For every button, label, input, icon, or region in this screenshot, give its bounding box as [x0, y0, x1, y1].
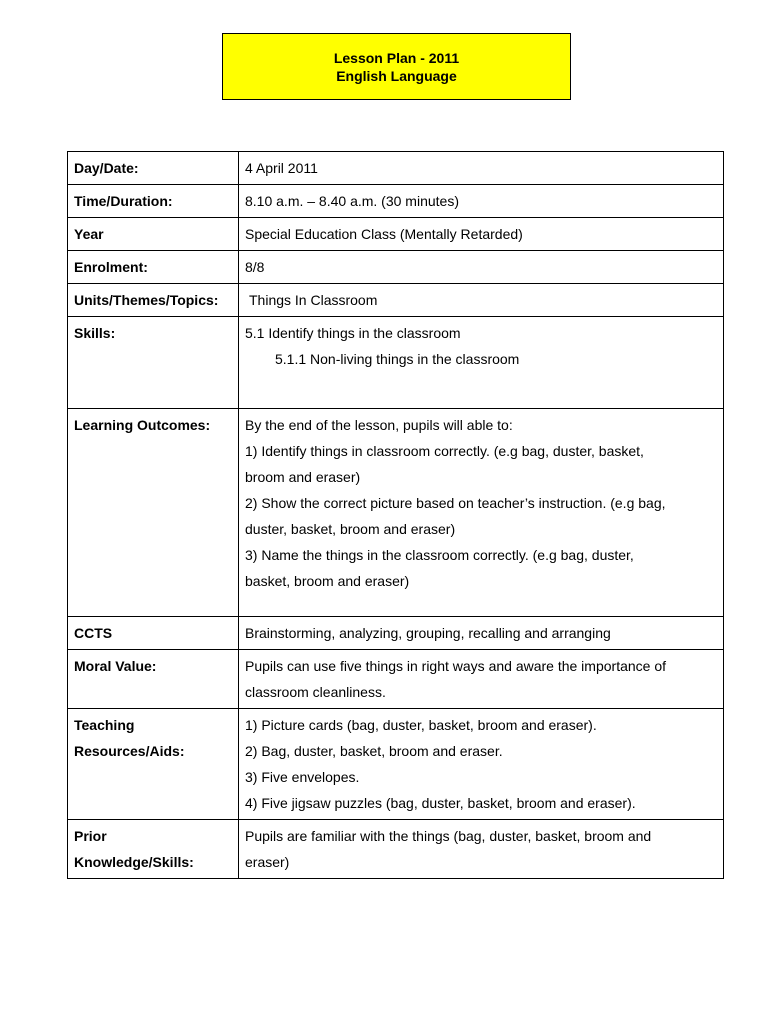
- time-duration-label: Time/Duration:: [68, 185, 239, 218]
- title-line-2: English Language: [336, 67, 457, 84]
- time-duration-value: 8.10 a.m. – 8.40 a.m. (30 minutes): [239, 185, 724, 218]
- skill-line: 5.1 Identify things in the classroom: [245, 325, 461, 341]
- row-year: [68, 218, 724, 251]
- moral-value-cell: [239, 650, 724, 709]
- outcome-line: 3) Name the things in the classroom correctly. (e.g bag, duster,: [245, 547, 634, 563]
- row-skills: [68, 317, 724, 409]
- ccts-label: CCTS: [68, 617, 239, 650]
- row-ccts: [68, 617, 724, 650]
- title-line-1: Lesson Plan - 2011: [333, 49, 460, 66]
- moral-value-line: classroom cleanliness.: [245, 684, 386, 700]
- topics-label: Units/Themes/Topics:: [68, 284, 239, 317]
- lesson-plan-title-box: [222, 33, 571, 100]
- resource-line: 2) Bag, duster, basket, broom and eraser.: [245, 743, 503, 759]
- resource-line: 1) Picture cards (bag, duster, basket, broom and eraser).: [245, 717, 597, 733]
- teaching-resources-label: Resources/Aids:: [74, 743, 185, 759]
- moral-value-label: Moral Value:: [68, 650, 239, 709]
- topics-cell: [239, 284, 724, 317]
- row-day-date: [68, 152, 724, 185]
- prior-knowledge-cell: [239, 820, 724, 879]
- sub-skill-line: 5.1.1 Non-living things in the classroom: [275, 351, 520, 367]
- lesson-plan-table: [67, 151, 724, 879]
- teaching-resources-cell: [239, 709, 724, 820]
- skills-label: Skills:: [68, 317, 239, 409]
- outcome-line: broom and eraser): [245, 469, 361, 485]
- ccts-value: Brainstorming, analyzing, grouping, recalling and arranging: [239, 617, 724, 650]
- resource-line: 3) Five envelopes.: [245, 769, 360, 785]
- outcome-line: duster, basket, broom and eraser): [245, 521, 456, 537]
- prior-knowledge-label: Prior: [74, 828, 107, 844]
- topics-value: Things In Classroom: [249, 292, 378, 308]
- row-moral-value: [68, 650, 724, 709]
- learning-outcomes-cell: [239, 409, 724, 617]
- day-date-label: Day/Date:: [68, 152, 239, 185]
- resource-line: 4) Five jigsaw puzzles (bag, duster, basket, broom and eraser).: [245, 795, 636, 811]
- enrolment-value: 8/8: [239, 251, 724, 284]
- skills-cell: [239, 317, 724, 409]
- prior-knowledge-label: Knowledge/Skills:: [74, 854, 194, 870]
- row-teaching-resources: [68, 709, 724, 820]
- prior-knowledge-line: Pupils are familiar with the things (bag, duster, basket, broom and: [245, 828, 652, 844]
- learning-outcomes-label: Learning Outcomes:: [68, 409, 239, 617]
- teaching-resources-label-cell: [68, 709, 239, 820]
- row-prior-knowledge: [68, 820, 724, 879]
- prior-knowledge-label-cell: [68, 820, 239, 879]
- enrolment-label: Enrolment:: [68, 251, 239, 284]
- outcome-line: 2) Show the correct picture based on teacher’s instruction. (e.g bag,: [245, 495, 666, 511]
- row-topics: [68, 284, 724, 317]
- outcome-line: basket, broom and eraser): [245, 573, 410, 589]
- row-enrolment: [68, 251, 724, 284]
- row-learning-outcomes: [68, 409, 724, 617]
- outcome-line: By the end of the lesson, pupils will able to:: [245, 417, 513, 433]
- row-time-duration: [68, 185, 724, 218]
- prior-knowledge-line: eraser): [245, 854, 290, 870]
- outcome-line: 1) Identify things in classroom correctly. (e.g bag, duster, basket,: [245, 443, 644, 459]
- day-date-value: 4 April 2011: [239, 152, 724, 185]
- year-value: Special Education Class (Mentally Retarded): [239, 218, 724, 251]
- teaching-resources-label: Teaching: [74, 717, 135, 733]
- year-label: Year: [68, 218, 239, 251]
- moral-value-line: Pupils can use five things in right ways and aware the importance of: [245, 658, 667, 674]
